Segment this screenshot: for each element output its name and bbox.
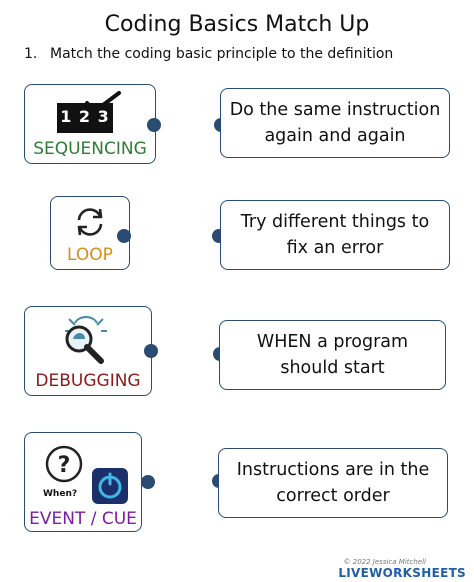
numbers-checkmark-icon xyxy=(57,91,123,135)
definition-2-line2: fix an error xyxy=(286,238,384,258)
card-label-debugging: DEBUGGING xyxy=(35,371,141,391)
card-label-event-cue: EVENT / CUE xyxy=(29,509,137,529)
card-sequencing[interactable] xyxy=(24,84,156,164)
question-number: 1. xyxy=(24,46,38,62)
definition-box-3[interactable] xyxy=(219,320,446,390)
card-label-sequencing: SEQUENCING xyxy=(33,139,147,159)
sequence-numbers: 1 2 3 xyxy=(60,107,110,126)
definition-box-1[interactable] xyxy=(220,88,450,158)
instruction xyxy=(24,46,393,62)
definition-1-line2: again and again xyxy=(264,126,406,146)
definition-3-line1: WHEN a program xyxy=(256,332,409,352)
page-title: Coding Basics Match Up xyxy=(104,12,370,37)
card-label-loop: LOOP xyxy=(67,245,113,265)
card-event-cue[interactable] xyxy=(24,432,142,532)
liveworksheets-logo[interactable]: LIVEWORKSHEETS xyxy=(338,566,466,580)
loop-arrows-icon xyxy=(73,205,107,239)
definition-4-line1: Instructions are in the xyxy=(236,460,430,480)
connector-dot-card-1[interactable] xyxy=(147,118,161,132)
bug-magnifier-icon xyxy=(61,313,111,369)
power-icon xyxy=(91,467,129,505)
copyright-notice: © 2022 Jessica Mitchell xyxy=(343,558,426,566)
definition-2-line1: Try different things to xyxy=(240,212,430,232)
definition-4-line2: correct order xyxy=(276,486,390,506)
svg-text:?: ? xyxy=(57,453,71,478)
connector-dot-card-2[interactable] xyxy=(117,229,131,243)
question-icon xyxy=(45,445,83,483)
when-label: When? xyxy=(43,489,78,499)
instruction-text: Match the coding basic principle to the definition xyxy=(50,46,394,62)
connector-dot-card-4[interactable] xyxy=(141,475,155,489)
definition-3-line2: should start xyxy=(280,358,385,378)
definition-box-4[interactable] xyxy=(218,448,448,518)
definition-box-2[interactable] xyxy=(220,200,450,270)
definition-1-line1: Do the same instruction xyxy=(229,100,441,120)
card-debugging[interactable] xyxy=(24,306,152,396)
connector-dot-card-3[interactable] xyxy=(144,344,158,358)
